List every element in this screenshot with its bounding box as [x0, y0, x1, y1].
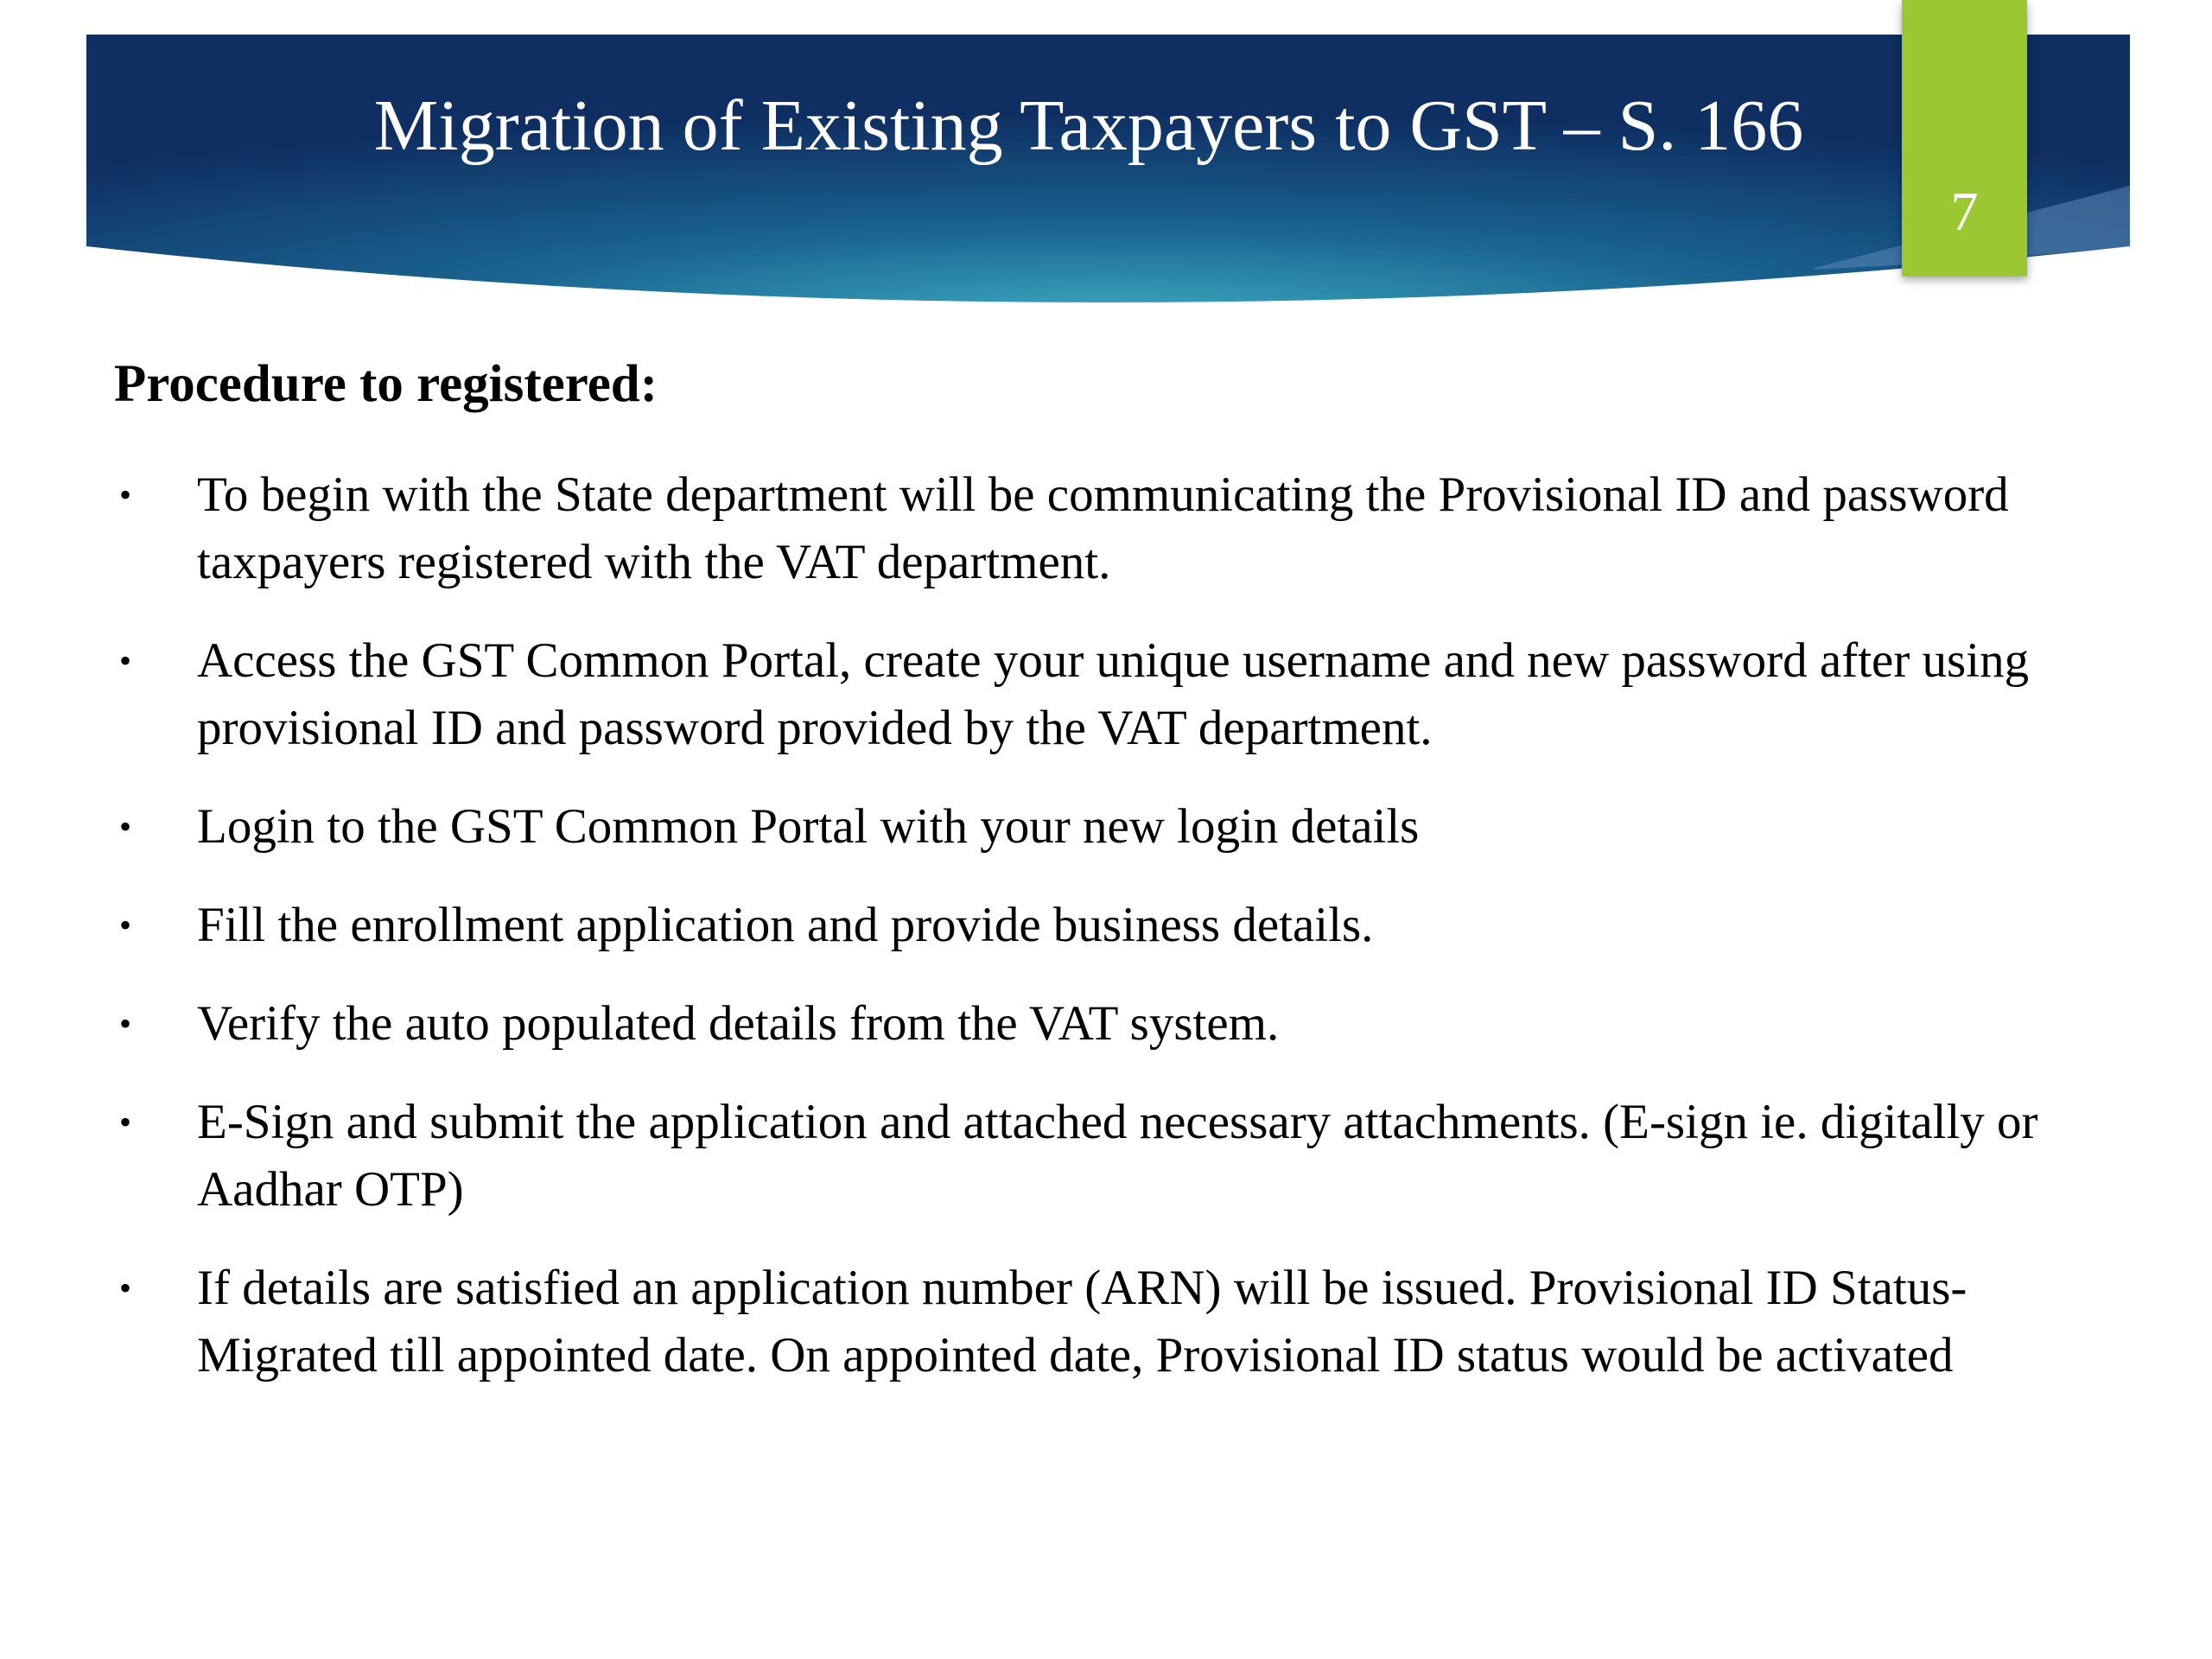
bullet-list — [114, 461, 2119, 1389]
bullet-dot-icon: • — [119, 1103, 132, 1141]
bullet-dot-icon: • — [119, 1004, 132, 1043]
bullet-item — [114, 892, 2119, 959]
bullet-text: Fill the enrollment application and provide business details. — [197, 898, 1374, 952]
bullet-item — [114, 990, 2119, 1058]
bullet-text: Verify the auto populated details from the VAT system. — [197, 996, 1280, 1051]
bullet-text: Access the GST Common Portal, create your unique username and new password after using provisional ID and password provided by the VAT department. — [197, 633, 2030, 755]
bullet-text: Login to the GST Common Portal with your new login details — [197, 799, 1420, 854]
bullet-dot-icon: • — [119, 1268, 132, 1307]
bullet-item — [114, 461, 2119, 596]
bullet-item — [114, 793, 2119, 861]
section-heading: Procedure to registered: — [114, 355, 658, 413]
bullet-dot-icon: • — [119, 906, 132, 944]
slide-number-tab — [1902, 0, 2027, 276]
bullet-text: If details are satisfied an application number (ARN) will be issued. Provisional ID Status- Migrated till appointed date. On appointed date, Provisional ID status would be activated — [197, 1261, 1967, 1382]
bullet-text: E-Sign and submit the application and attached necessary attachments. (E-sign ie. digitally or Aadhar OTP) — [197, 1095, 2038, 1217]
bullet-item — [114, 1089, 2119, 1224]
bullet-dot-icon: • — [119, 807, 132, 846]
bullet-dot-icon: • — [119, 475, 132, 514]
bullet-dot-icon: • — [119, 641, 132, 680]
slide-content — [114, 346, 2119, 1421]
bullet-text: To begin with the State department will be communicating the Provisional ID and password taxpayers registered with the VAT department. — [197, 467, 2009, 589]
slide-title: Migration of Existing Taxpayers to GST – S. 166 — [373, 86, 1804, 166]
bullet-item — [114, 1255, 2119, 1389]
slide-number: 7 — [1950, 181, 1979, 242]
bullet-item — [114, 627, 2119, 762]
